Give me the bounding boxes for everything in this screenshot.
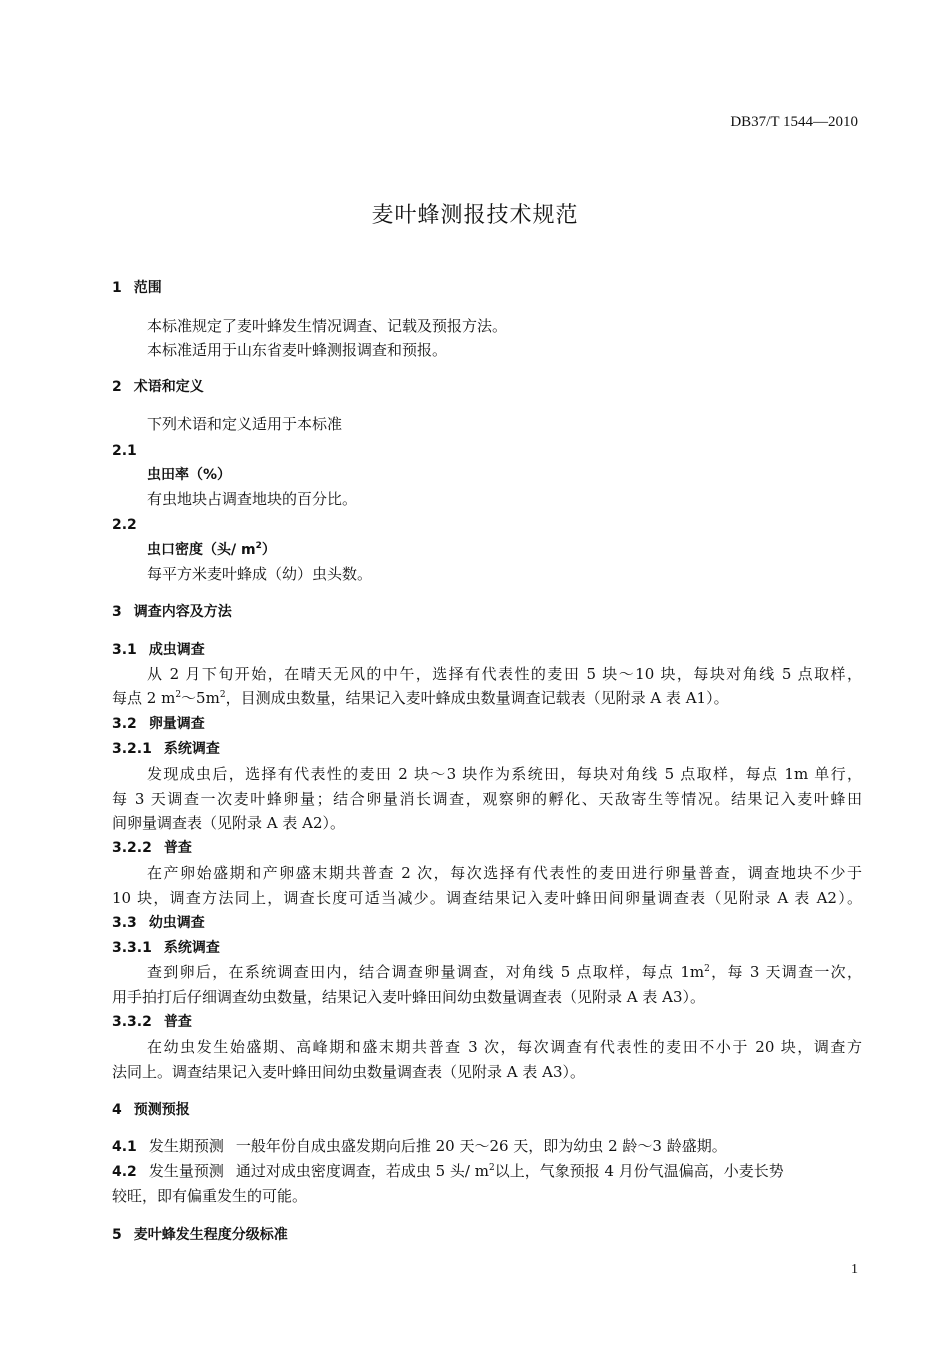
superscript: 2	[255, 541, 262, 551]
clause-title: 幼虫调查	[148, 915, 205, 931]
section-2-heading	[112, 377, 204, 397]
clause-text: 一般年份自成虫盛发期向后推 20 天～26 天，即为幼虫 2 龄～3 龄盛期。	[235, 1137, 727, 1155]
clause-text: 以上，气象预报 4 月份气温偏高，小麦长势	[494, 1162, 784, 1180]
clause-title: 系统调查	[163, 741, 220, 757]
section-number: 1	[112, 280, 122, 296]
section-number: 4	[112, 1102, 122, 1118]
term-text: 虫口密度（头/ m	[147, 542, 256, 558]
page-number: 1	[851, 1262, 858, 1277]
section-number: 3	[112, 604, 122, 620]
term-title	[147, 540, 276, 560]
paragraph-line: 法同上。调查结果记入麦叶蜂田间幼虫数量调查表（见附录 A 表 A3）。	[112, 1063, 586, 1081]
page-title: 麦叶蜂测报技术规范	[371, 203, 579, 228]
clause-3-2-heading	[112, 714, 205, 734]
paragraph-line	[147, 962, 862, 982]
term-definition: 每平方米麦叶蜂成（幼）虫头数。	[147, 565, 373, 583]
clause-number: 3.3.1	[112, 940, 152, 956]
clause-number: 4.1	[112, 1139, 137, 1155]
paragraph-line: 从 2 月下旬开始，在晴天无风的中午，选择有代表性的麦田 5 块～10 块，每块对角线 5 点取样，	[147, 665, 862, 683]
text: ，每 3 天调查一次，	[709, 963, 862, 981]
section-title: 范围	[133, 280, 162, 296]
clause-number: 3.3	[112, 915, 137, 931]
clause-label: 发生量预测	[148, 1162, 224, 1180]
paragraph: 下列术语和定义适用于本标准	[147, 415, 343, 433]
clause-3-1-heading	[112, 640, 205, 660]
section-1-heading	[112, 278, 162, 298]
paragraph-line: 间卵量调查表（见附录 A 表 A2）。	[112, 814, 346, 832]
text: ，目测成虫数量，结果记入麦叶蜂成虫数量调查记载表（见附录 A 表 A1）。	[225, 689, 729, 707]
clause-title: 成虫调查	[148, 642, 205, 658]
section-number: 2	[112, 379, 122, 395]
section-3-heading	[112, 602, 232, 622]
clause-number: 3.1	[112, 642, 137, 658]
paragraph: 本标准适用于山东省麦叶蜂测报调查和预报。	[147, 341, 448, 359]
clause-3-2-2-heading	[112, 838, 192, 858]
clause-title: 普查	[163, 840, 192, 856]
clause-3-2-1-heading	[112, 739, 220, 759]
clause-label: 发生期预测	[148, 1137, 224, 1155]
clause-3-3-2-heading	[112, 1012, 192, 1032]
paragraph-line: 在产卵始盛期和产卵盛末期共普查 2 次，每次选择有代表性的麦田进行卵量普查，调查地块不少于	[147, 864, 862, 882]
paragraph-line	[112, 688, 729, 708]
superscript: 2	[488, 1163, 495, 1173]
clause-4-2	[112, 1161, 784, 1182]
paragraph-line: 10 块，调查方法同上，调查长度可适当减少。调查结果记入麦叶蜂田间卵量调查表（见附录 A 表 A2）。	[112, 889, 862, 907]
paragraph-line: 发现成虫后，选择有代表性的麦田 2 块～3 块作为系统田，每块对角线 5 点取样，每点 1m 单行，	[147, 765, 862, 783]
clause-number: 3.2.1	[112, 741, 152, 757]
term-text: ）	[261, 542, 276, 558]
text: 每点 2 m	[112, 689, 176, 707]
section-number: 5	[112, 1227, 122, 1243]
clause-number: 2.2	[112, 517, 137, 533]
paragraph: 本标准规定了麦叶蜂发生情况调查、记载及预报方法。	[147, 317, 508, 335]
section-title: 麦叶蜂发生程度分级标准	[133, 1227, 288, 1243]
paragraph-line: 在幼虫发生始盛期、高峰期和盛末期共普查 3 次，每次调查有代表性的麦田不小于 20 块，调查方	[147, 1038, 862, 1056]
clause-number: 2.1	[112, 443, 137, 459]
superscript: 2	[175, 690, 182, 700]
clause-number: 3.2.2	[112, 840, 152, 856]
term-definition: 有虫地块占调查地块的百分比。	[147, 490, 358, 508]
section-title: 调查内容及方法	[133, 604, 232, 620]
text: ～5m	[181, 689, 220, 707]
clause-3-3-heading	[112, 913, 205, 933]
paragraph-line: 用手拍打后仔细调查幼虫数量，结果记入麦叶蜂田间幼虫数量调查表（见附录 A 表 A3）。	[112, 988, 706, 1006]
clause-number: 3.3.2	[112, 1014, 152, 1030]
paragraph-line: 较旺，即有偏重发生的可能。	[112, 1187, 308, 1205]
section-4-heading	[112, 1100, 190, 1120]
clause-title: 卵量调查	[148, 716, 205, 732]
superscript: 2	[219, 690, 226, 700]
section-5-heading	[112, 1225, 288, 1245]
section-title: 术语和定义	[133, 379, 204, 395]
clause-title: 系统调查	[163, 940, 220, 956]
clause-number: 3.2	[112, 716, 137, 732]
clause-4-1	[112, 1136, 727, 1157]
clause-number: 4.2	[112, 1164, 137, 1180]
paragraph-line: 每 3 天调查一次麦叶蜂卵量；结合卵量消长调查，观察卵的孵化、天敌寄生等情况。结果记入麦叶蜂田	[112, 790, 862, 808]
clause-text: 通过对成虫密度调查，若成虫 5 头/ m	[235, 1162, 489, 1180]
term-title: 虫田率（%）	[147, 467, 232, 483]
clause-title: 普查	[163, 1014, 192, 1030]
document-code: DB37/T 1544—2010	[730, 114, 858, 130]
section-title: 预测预报	[133, 1102, 190, 1118]
text: 查到卵后，在系统调查田内，结合调查卵量调查，对角线 5 点取样，每点 1m	[147, 963, 705, 981]
clause-3-3-1-heading	[112, 938, 220, 958]
superscript: 2	[704, 964, 710, 974]
